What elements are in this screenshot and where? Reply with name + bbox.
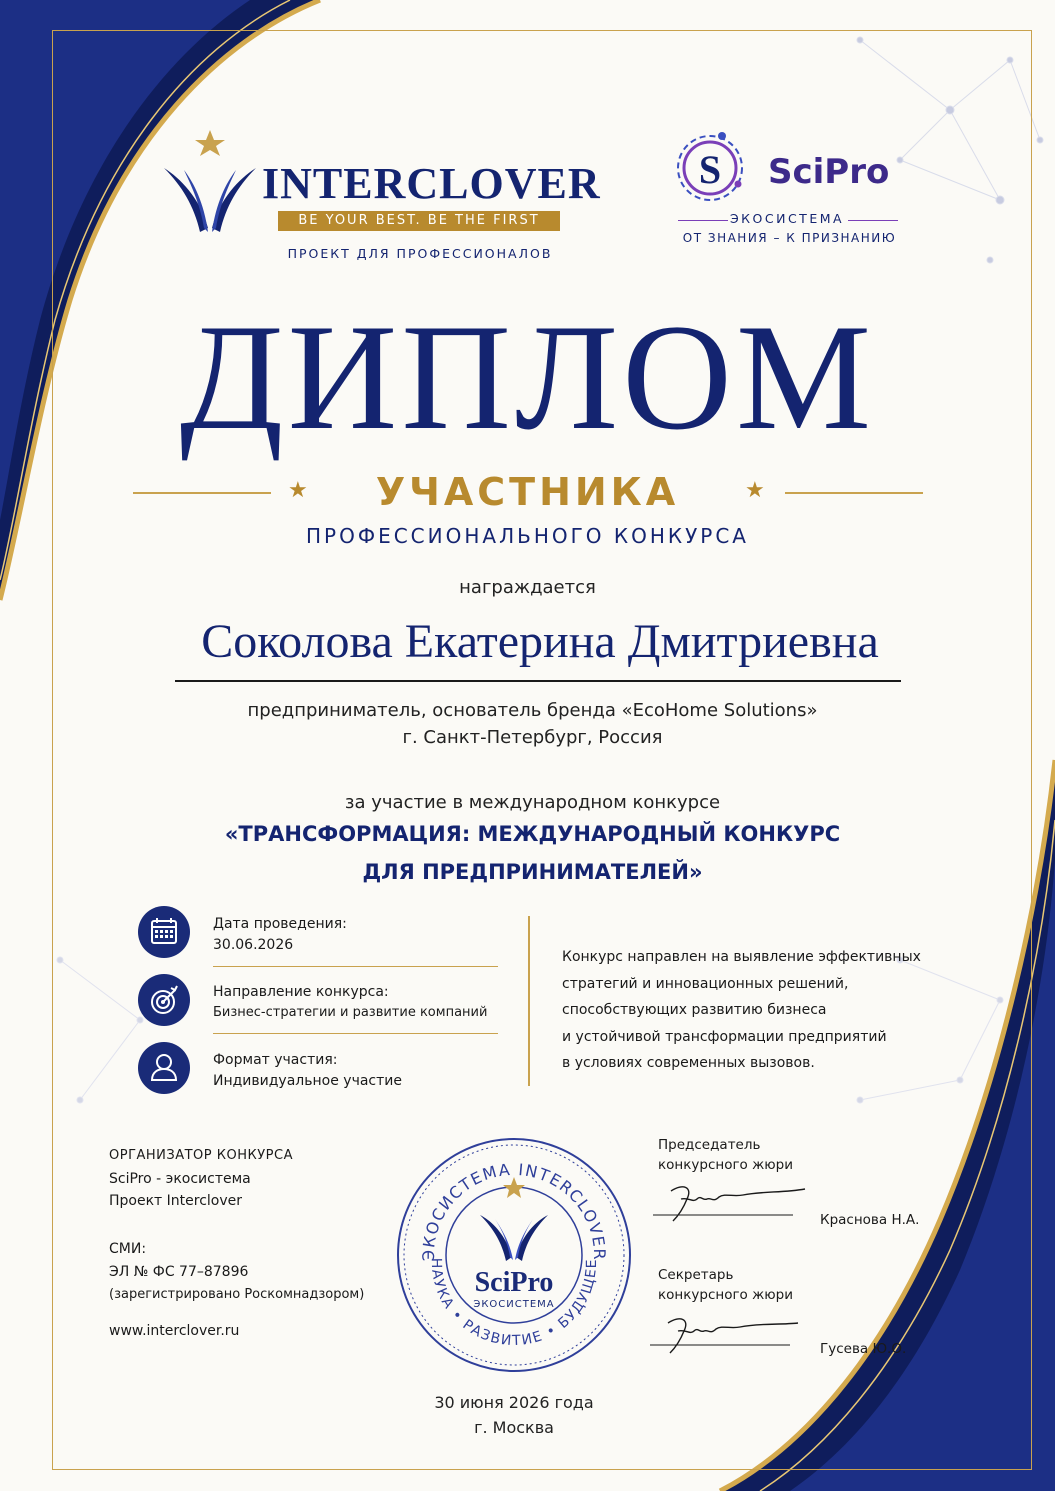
- awarded-label: награждается: [459, 577, 596, 598]
- interclover-tagline: BE YOUR BEST. BE THE FIRST: [278, 211, 560, 231]
- scipro-rule-left: [678, 220, 728, 221]
- recipient-underline: [175, 680, 901, 682]
- organizer-heading: ОРГАНИЗАТОР КОНКУРСА: [109, 1148, 293, 1163]
- interclover-subtitle: ПРОЕКТ ДЛЯ ПРОФЕССИОНАЛОВ: [287, 246, 553, 261]
- detail-rule-1: [213, 966, 498, 967]
- official-seal: [394, 1135, 634, 1375]
- organizer-block: [109, 1148, 399, 1339]
- description-line: стратегий и инновационных решений,: [562, 975, 849, 992]
- signature-name: Гусева Ю.О.: [820, 1341, 907, 1357]
- detail-value-format: Индивидуальное участие: [213, 1073, 402, 1089]
- interclover-logo: [160, 128, 600, 268]
- recipient-city: г. Санкт-Петербург, Россия: [402, 727, 663, 748]
- signature-title-line1: Секретарь: [658, 1267, 734, 1283]
- description-line: в условиях современных вызовов.: [562, 1055, 815, 1071]
- signature-secretary: [658, 1267, 958, 1367]
- svg-text:ЭКОСИСТЕМА INTERCLOVER: [419, 1160, 609, 1261]
- seal-ring-bottom: НАУКА • РАЗВИТИЕ • БУДУЩЕЕ: [427, 1257, 601, 1350]
- description-line: способствующих развитию бизнеса: [562, 1002, 827, 1018]
- subtitle: УЧАСТНИКА: [375, 470, 680, 514]
- signature-mark: [648, 1309, 808, 1359]
- scipro-line2: ОТ ЗНАНИЯ – К ПРИЗНАНИЮ: [682, 231, 897, 245]
- organizer-line1: SciPro - экосистема: [109, 1171, 251, 1187]
- scipro-name: SciPro: [768, 152, 890, 192]
- scipro-logo: [672, 128, 912, 253]
- description-line: Конкурс направлен на выявление эффективных: [562, 949, 921, 965]
- signature-title-line2: конкурсного жюри: [658, 1287, 793, 1303]
- star-right-icon: ★: [745, 478, 765, 503]
- user-icon: [138, 1042, 190, 1094]
- seal-center-sub: ЭКОСИСТЕМА: [473, 1299, 555, 1310]
- svg-text:S: S: [698, 147, 722, 192]
- subtitle-secondary: ПРОФЕССИОНАЛЬНОГО КОНКУРСА: [306, 524, 749, 548]
- signature-mark: [653, 1177, 813, 1227]
- description-line: и устойчивой трансформации предприятий: [562, 1028, 887, 1045]
- detail-label-direction: Направление конкурса:: [213, 984, 389, 1000]
- website-link[interactable]: www.interclover.ru: [109, 1323, 240, 1339]
- signature-name: Краснова Н.А.: [820, 1212, 920, 1228]
- detail-value-direction: Бизнес-стратегии и развитие компаний: [213, 1005, 488, 1020]
- recipient-role: предприниматель, основатель бренда «EcoHome Solutions»: [247, 700, 818, 721]
- detail-label-format: Формат участия:: [213, 1052, 338, 1068]
- contest-intro: за участие в международном конкурсе: [344, 792, 721, 813]
- page-title: ДИПЛОМ: [179, 293, 876, 461]
- seal-ring-top: ЭКОСИСТЕМА INTERCLOVER: [418, 1159, 610, 1262]
- detail-value-date: 30.06.2026: [213, 937, 294, 953]
- issue-date: 30 июня 2026 года: [434, 1393, 594, 1412]
- vertical-divider: [528, 916, 530, 1086]
- calendar-icon: [138, 906, 190, 958]
- detail-rule-2: [213, 1033, 498, 1034]
- contest-name-line2: ДЛЯ ПРЕДПРИНИМАТЕЛЕЙ»: [362, 860, 703, 884]
- seal-center-name: SciPro: [474, 1267, 554, 1298]
- media-line2: (зарегистрировано Роскомнадзором): [109, 1287, 365, 1302]
- interclover-emblem-icon: [160, 128, 260, 238]
- description: [562, 944, 962, 1077]
- scipro-rule-right: [848, 220, 898, 221]
- scipro-emblem-icon: [672, 128, 752, 204]
- subtitle-rule-left: [133, 492, 271, 494]
- scipro-line1: ЭКОСИСТЕМА: [729, 211, 845, 226]
- media-line1: ЭЛ № ФС 77–87896: [109, 1264, 249, 1280]
- subtitle-rule-right: [785, 492, 923, 494]
- issue-city: г. Москва: [474, 1418, 554, 1437]
- recipient-name: Соколова Екатерина Дмитриевна: [201, 615, 879, 668]
- media-heading: СМИ:: [109, 1241, 147, 1257]
- organizer-line2: Проект Interclover: [109, 1193, 243, 1209]
- signature-title-line2: конкурсного жюри: [658, 1157, 793, 1173]
- detail-label-date: Дата проведения:: [213, 916, 347, 932]
- target-icon: [138, 974, 190, 1026]
- signature-chair: [658, 1137, 958, 1237]
- interclover-name: INTERCLOVER: [262, 159, 601, 208]
- star-left-icon: ★: [288, 478, 308, 503]
- contest-name-line1: «ТРАНСФОРМАЦИЯ: МЕЖДУНАРОДНЫЙ КОНКУРС: [224, 822, 841, 846]
- signature-title-line1: Председатель: [658, 1137, 761, 1153]
